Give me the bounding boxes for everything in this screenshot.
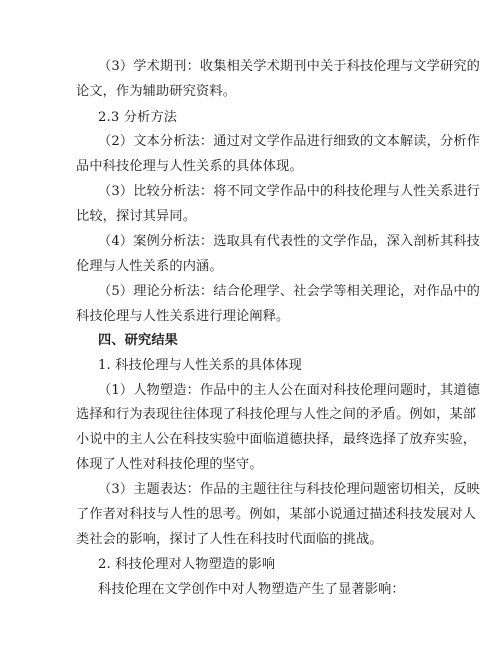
paragraph-line: 论文，作为辅助研究资料。 [76, 84, 237, 99]
paragraph-line: 科技伦理在文学创作中对人物塑造产生了显著影响： [98, 582, 405, 597]
paragraph-line: （3）比较分析法：将不同文学作品中的科技伦理与人性关系进行 [98, 184, 480, 199]
paragraph-line: 体现了人性对科技伦理的坚守。 [76, 457, 263, 472]
paragraph-line: （5）理论分析法：结合伦理学、社会学等相关理论，对作品中的 [98, 284, 480, 299]
section-heading: 2. 科技伦理对人物塑造的影响 [98, 557, 276, 572]
paragraph-line: （1）人物塑造：作品中的主人公在面对科技伦理问题时，其道德 [98, 383, 480, 398]
paragraph-line: 科技伦理与人性关系进行理论阐释。 [76, 309, 290, 324]
paragraph-line: 伦理与人性关系的内涵。 [76, 259, 223, 274]
paragraph-line: （2）文本分析法：通过对文学作品进行细致的文本解读，分析作 [98, 134, 480, 149]
paragraph-line: （3）学术期刊：收集相关学术期刊中关于科技伦理与文学研究的 [98, 59, 480, 74]
paragraph-line: （4）案例分析法：选取具有代表性的文学作品，深入剖析其科技 [98, 234, 480, 249]
chapter-heading: 四、研究结果 [98, 333, 179, 348]
paragraph-line: 类社会的影响，探讨了人性在科技时代面临的挑战。 [76, 532, 383, 547]
paragraph-line: 品中科技伦理与人性关系的具体体现。 [76, 159, 303, 174]
paragraph-line: 选择和行为表现往往体现了科技伦理与人性之间的矛盾。例如，某部 [76, 407, 477, 422]
paragraph-line: 小说中的主人公在科技实验中面临道德抉择，最终选择了放弃实验， [76, 432, 477, 447]
paragraph-line: （3）主题表达：作品的主题往往与科技伦理问题密切相关，反映 [98, 482, 480, 497]
paragraph-line: 了作者对科技与人性的思考。例如，某部小说通过描述科技发展对人 [76, 507, 477, 522]
section-heading: 2.3 分析方法 [98, 110, 178, 125]
paragraph-line: 比较，探讨其异同。 [76, 209, 197, 224]
section-heading: 1. 科技伦理与人性关系的具体体现 [98, 358, 302, 373]
